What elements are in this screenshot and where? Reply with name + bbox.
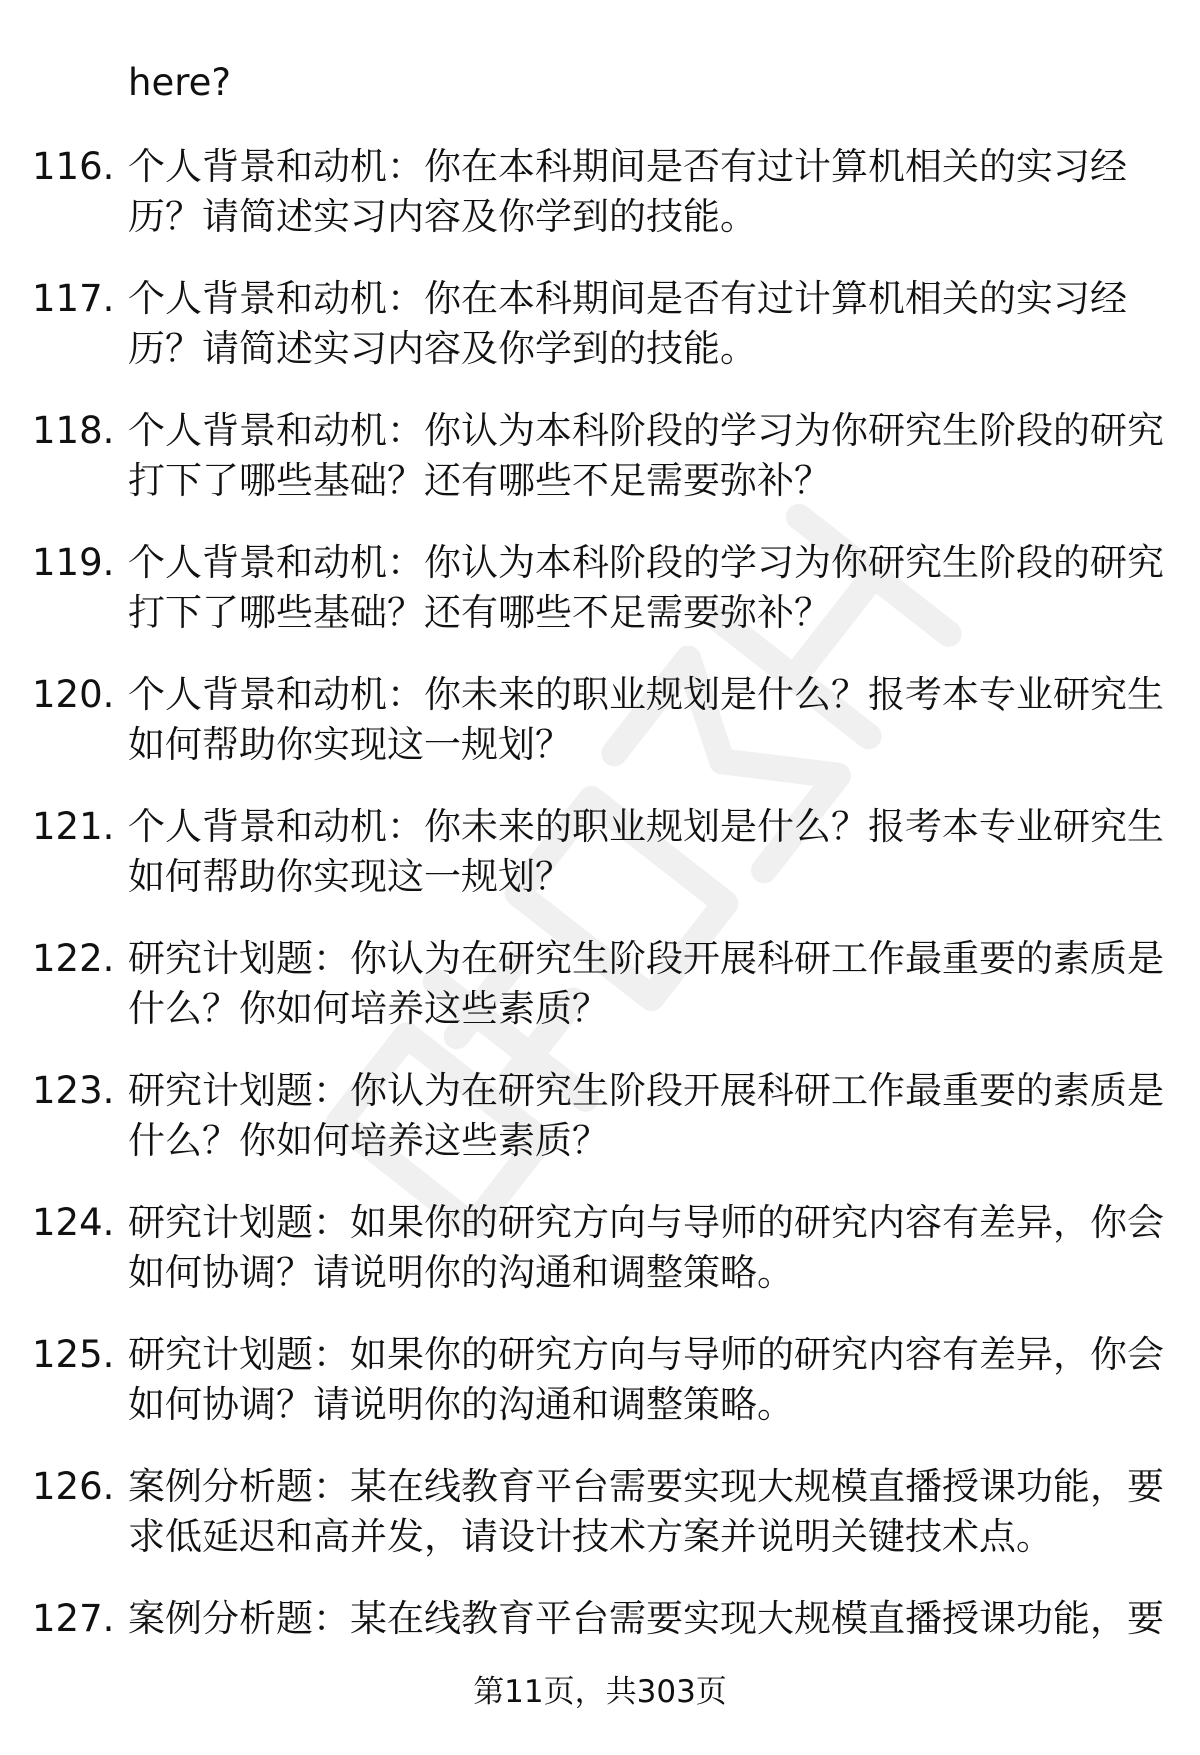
question-text	[128, 142, 1138, 242]
question-item	[0, 274, 1200, 406]
question-text-line: 如何协调？请说明你的沟通和调整策略。	[128, 1383, 794, 1426]
question-text-line: 求低延迟和高并发，请设计技术方案并说明关键技术点。	[128, 1515, 1053, 1558]
question-number: 124.	[32, 1201, 115, 1244]
question-number: 125.	[32, 1333, 115, 1376]
question-number: 121.	[32, 805, 115, 848]
question-text	[128, 802, 1164, 902]
question-text-line: 打下了哪些基础？还有哪些不足需要弥补？	[128, 459, 831, 502]
question-text	[128, 670, 1164, 770]
question-number: 117.	[32, 277, 115, 320]
question-text-line: 如何协调？请说明你的沟通和调整策略。	[128, 1251, 794, 1294]
question-text-line: 个人背景和动机：你在本科期间是否有过计算机相关的实习经	[128, 145, 1127, 188]
question-number: 123.	[32, 1069, 115, 1112]
question-text-line: 案例分析题：某在线教育平台需要实现大规模直播授课功能，要	[128, 1597, 1164, 1640]
question-item	[0, 1066, 1200, 1198]
question-item	[0, 1330, 1200, 1462]
question-text-line: 历？请简述实习内容及你学到的技能。	[128, 327, 757, 370]
question-text-line: 案例分析题：某在线教育平台需要实现大规模直播授课功能，要	[128, 1465, 1164, 1508]
question-item	[0, 934, 1200, 1066]
question-item	[0, 538, 1200, 670]
question-text-line: 什么？你如何培养这些素质？	[128, 987, 609, 1030]
question-text-line: 研究计划题：如果你的研究方向与导师的研究内容有差异，你会	[128, 1201, 1164, 1244]
question-text	[128, 1462, 1164, 1562]
question-text	[128, 406, 1164, 506]
question-number: 118.	[32, 409, 115, 452]
question-text	[128, 538, 1164, 638]
question-text-line: 如何帮助你实现这一规划？	[128, 723, 572, 766]
question-number: 116.	[32, 145, 115, 188]
question-list	[0, 142, 1200, 1726]
question-text-line: 什么？你如何培养这些素质？	[128, 1119, 609, 1162]
question-item	[0, 802, 1200, 934]
question-text-line: 研究计划题：你认为在研究生阶段开展科研工作最重要的素质是	[128, 1069, 1164, 1112]
question-item	[0, 670, 1200, 802]
question-text	[128, 274, 1138, 374]
question-text	[128, 1594, 1164, 1644]
question-text	[128, 1330, 1164, 1430]
question-text-line: 如何帮助你实现这一规划？	[128, 855, 572, 898]
question-text	[128, 1066, 1164, 1166]
question-text-line: 个人背景和动机：你认为本科阶段的学习为你研究生阶段的研究	[128, 541, 1164, 584]
continued-question-text: here?	[128, 61, 232, 104]
question-item	[0, 406, 1200, 538]
question-number: 120.	[32, 673, 115, 716]
question-text-line: 个人背景和动机：你未来的职业规划是什么？报考本专业研究生	[128, 805, 1164, 848]
page-indicator: 第11页，共303页	[473, 1674, 727, 1710]
question-text-line: 历？请简述实习内容及你学到的技能。	[128, 195, 757, 238]
question-text	[128, 1198, 1164, 1298]
question-text-line: 个人背景和动机：你在本科期间是否有过计算机相关的实习经	[128, 277, 1127, 320]
question-item	[0, 142, 1200, 274]
question-text-line: 个人背景和动机：你认为本科阶段的学习为你研究生阶段的研究	[128, 409, 1164, 452]
question-text-line: 打下了哪些基础？还有哪些不足需要弥补？	[128, 591, 831, 634]
question-number: 122.	[32, 937, 115, 980]
question-number: 126.	[32, 1465, 115, 1508]
question-text-line: 研究计划题：你认为在研究生阶段开展科研工作最重要的素质是	[128, 937, 1164, 980]
question-number: 119.	[32, 541, 115, 584]
question-item	[0, 1462, 1200, 1594]
question-text	[128, 934, 1164, 1034]
question-item	[0, 1198, 1200, 1330]
question-number: 127.	[32, 1597, 115, 1640]
question-text-line: 个人背景和动机：你未来的职业规划是什么？报考本专业研究生	[128, 673, 1164, 716]
question-text-line: 研究计划题：如果你的研究方向与导师的研究内容有差异，你会	[128, 1333, 1164, 1376]
